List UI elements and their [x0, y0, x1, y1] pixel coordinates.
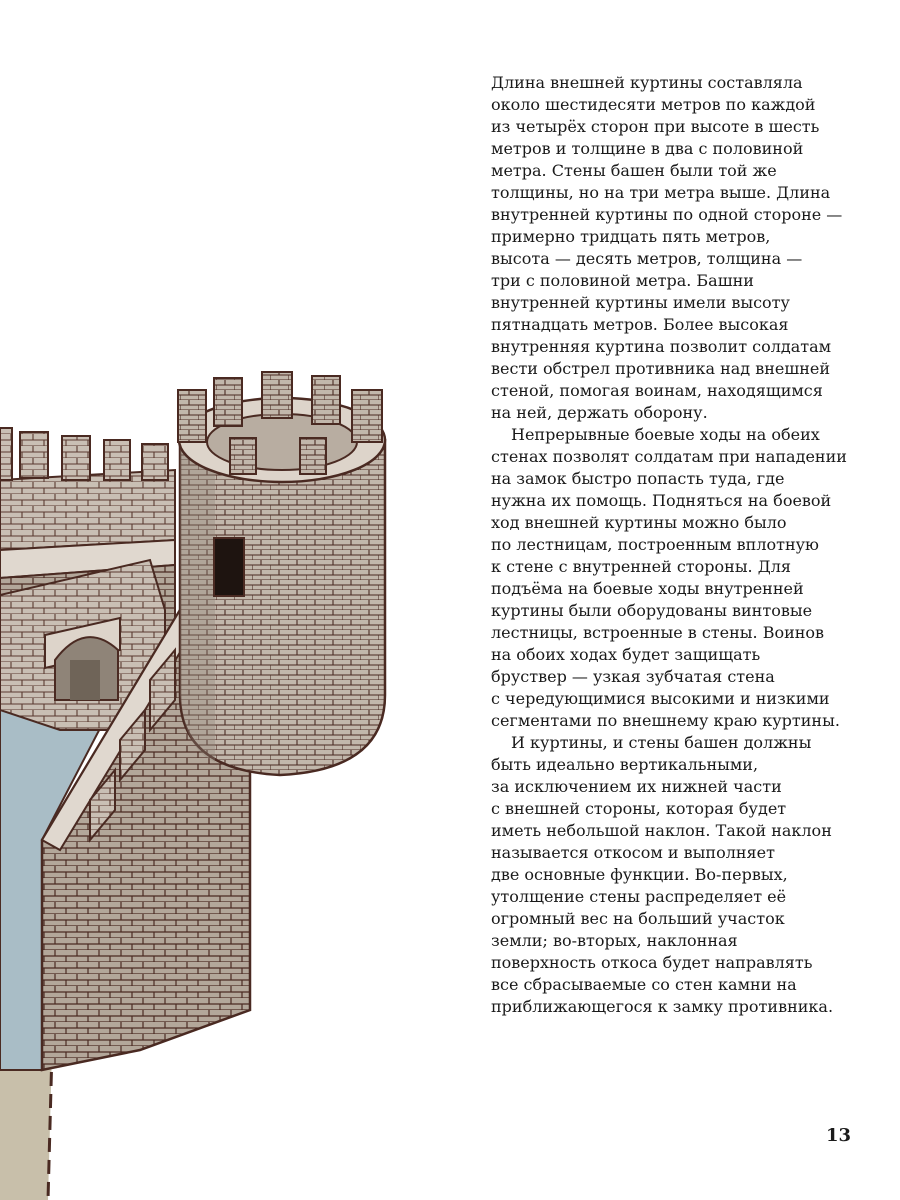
text-line: земли; во-вторых, наклонная	[491, 931, 738, 950]
text-line: внутренней куртины имели высоту	[491, 293, 790, 312]
text-line: около шестидесяти метров по каждой	[491, 95, 816, 114]
text-line: примерно тридцать пять метров,	[491, 227, 771, 246]
text-line: вести обстрел противника над внешней	[491, 359, 831, 378]
text-line: стенах позволят солдатам при нападении	[491, 447, 847, 466]
text-line: подъёма на боевые ходы внутренней	[491, 579, 804, 598]
text-line: две основные функции. Во-первых,	[491, 865, 788, 884]
text-line: куртины были оборудованы винтовые	[491, 601, 813, 620]
back-curtain-wall	[0, 470, 175, 550]
text-line: приближающегося к замку противника.	[491, 997, 834, 1016]
text-line: бруствер — узкая зубчатая стена	[491, 667, 775, 686]
text-line: на замок быстро попасть туда, где	[491, 469, 785, 488]
text-line: все сбрасываемые со стен камни на	[491, 975, 797, 994]
text-line: быть идеально вертикальными,	[491, 755, 759, 774]
text-line: на обоих ходах будет защищать	[491, 645, 761, 664]
text-line: метров и толщине в два с половиной	[491, 139, 804, 158]
page-number: 13	[826, 1125, 852, 1146]
ground-path	[0, 1050, 52, 1200]
text-line: высота — десять метров, толщина —	[491, 249, 803, 268]
text-line: Длина внешней куртины составляла	[491, 73, 803, 92]
text-line: внутренняя куртина позволит солдатам	[491, 337, 832, 356]
paragraph-2	[491, 424, 866, 732]
round-tower	[178, 372, 385, 775]
paragraph-1	[491, 72, 866, 424]
text-line: три с половиной метра. Башни	[491, 271, 754, 290]
text-line: пятнадцать метров. Более высокая	[491, 315, 789, 334]
text-line: с внешней стороны, которая будет	[491, 799, 787, 818]
text-line: лестницы, встроенные в стены. Воинов	[491, 623, 825, 642]
text-line: внутренней куртины по одной стороне —	[491, 205, 843, 224]
text-line: стеной, помогая воинам, находящимся	[491, 381, 823, 400]
text-line: с чередующимися высокими и низкими	[491, 689, 830, 708]
text-line: огромный вес на больший участок	[491, 909, 785, 928]
text-line: Непрерывные боевые ходы на обеих	[511, 425, 820, 444]
text-line: к стене с внутренней стороны. Для	[491, 557, 791, 576]
tower-doorway	[214, 538, 244, 596]
text-line: из четырёх сторон при высоте в шесть	[491, 117, 820, 136]
body-text	[491, 72, 866, 1018]
paragraph-3	[491, 732, 866, 1018]
back-wall-merlons	[0, 428, 168, 480]
text-line: по лестницам, построенным вплотную	[491, 535, 819, 554]
text-line: нужна их помощь. Подняться на боевой	[491, 491, 832, 510]
text-line: иметь небольшой наклон. Такой наклон	[491, 821, 832, 840]
text-line: называется откосом и выполняет	[491, 843, 775, 862]
text-line: поверхность откоса будет направлять	[491, 953, 813, 972]
text-line: метра. Стены башен были той же	[491, 161, 777, 180]
text-line: сегментами по внешнему краю куртины.	[491, 711, 840, 730]
text-line: на ней, держать оборону.	[491, 403, 708, 422]
text-line: толщины, но на три метра выше. Длина	[491, 183, 831, 202]
text-line: И куртины, и стены башен должны	[511, 733, 812, 752]
text-line: ход внешней куртины можно было	[491, 513, 787, 532]
text-line: утолщение стены распределяет её	[491, 887, 787, 906]
text-line: за исключением их нижней части	[491, 777, 782, 796]
castle-illustration	[0, 350, 480, 1200]
